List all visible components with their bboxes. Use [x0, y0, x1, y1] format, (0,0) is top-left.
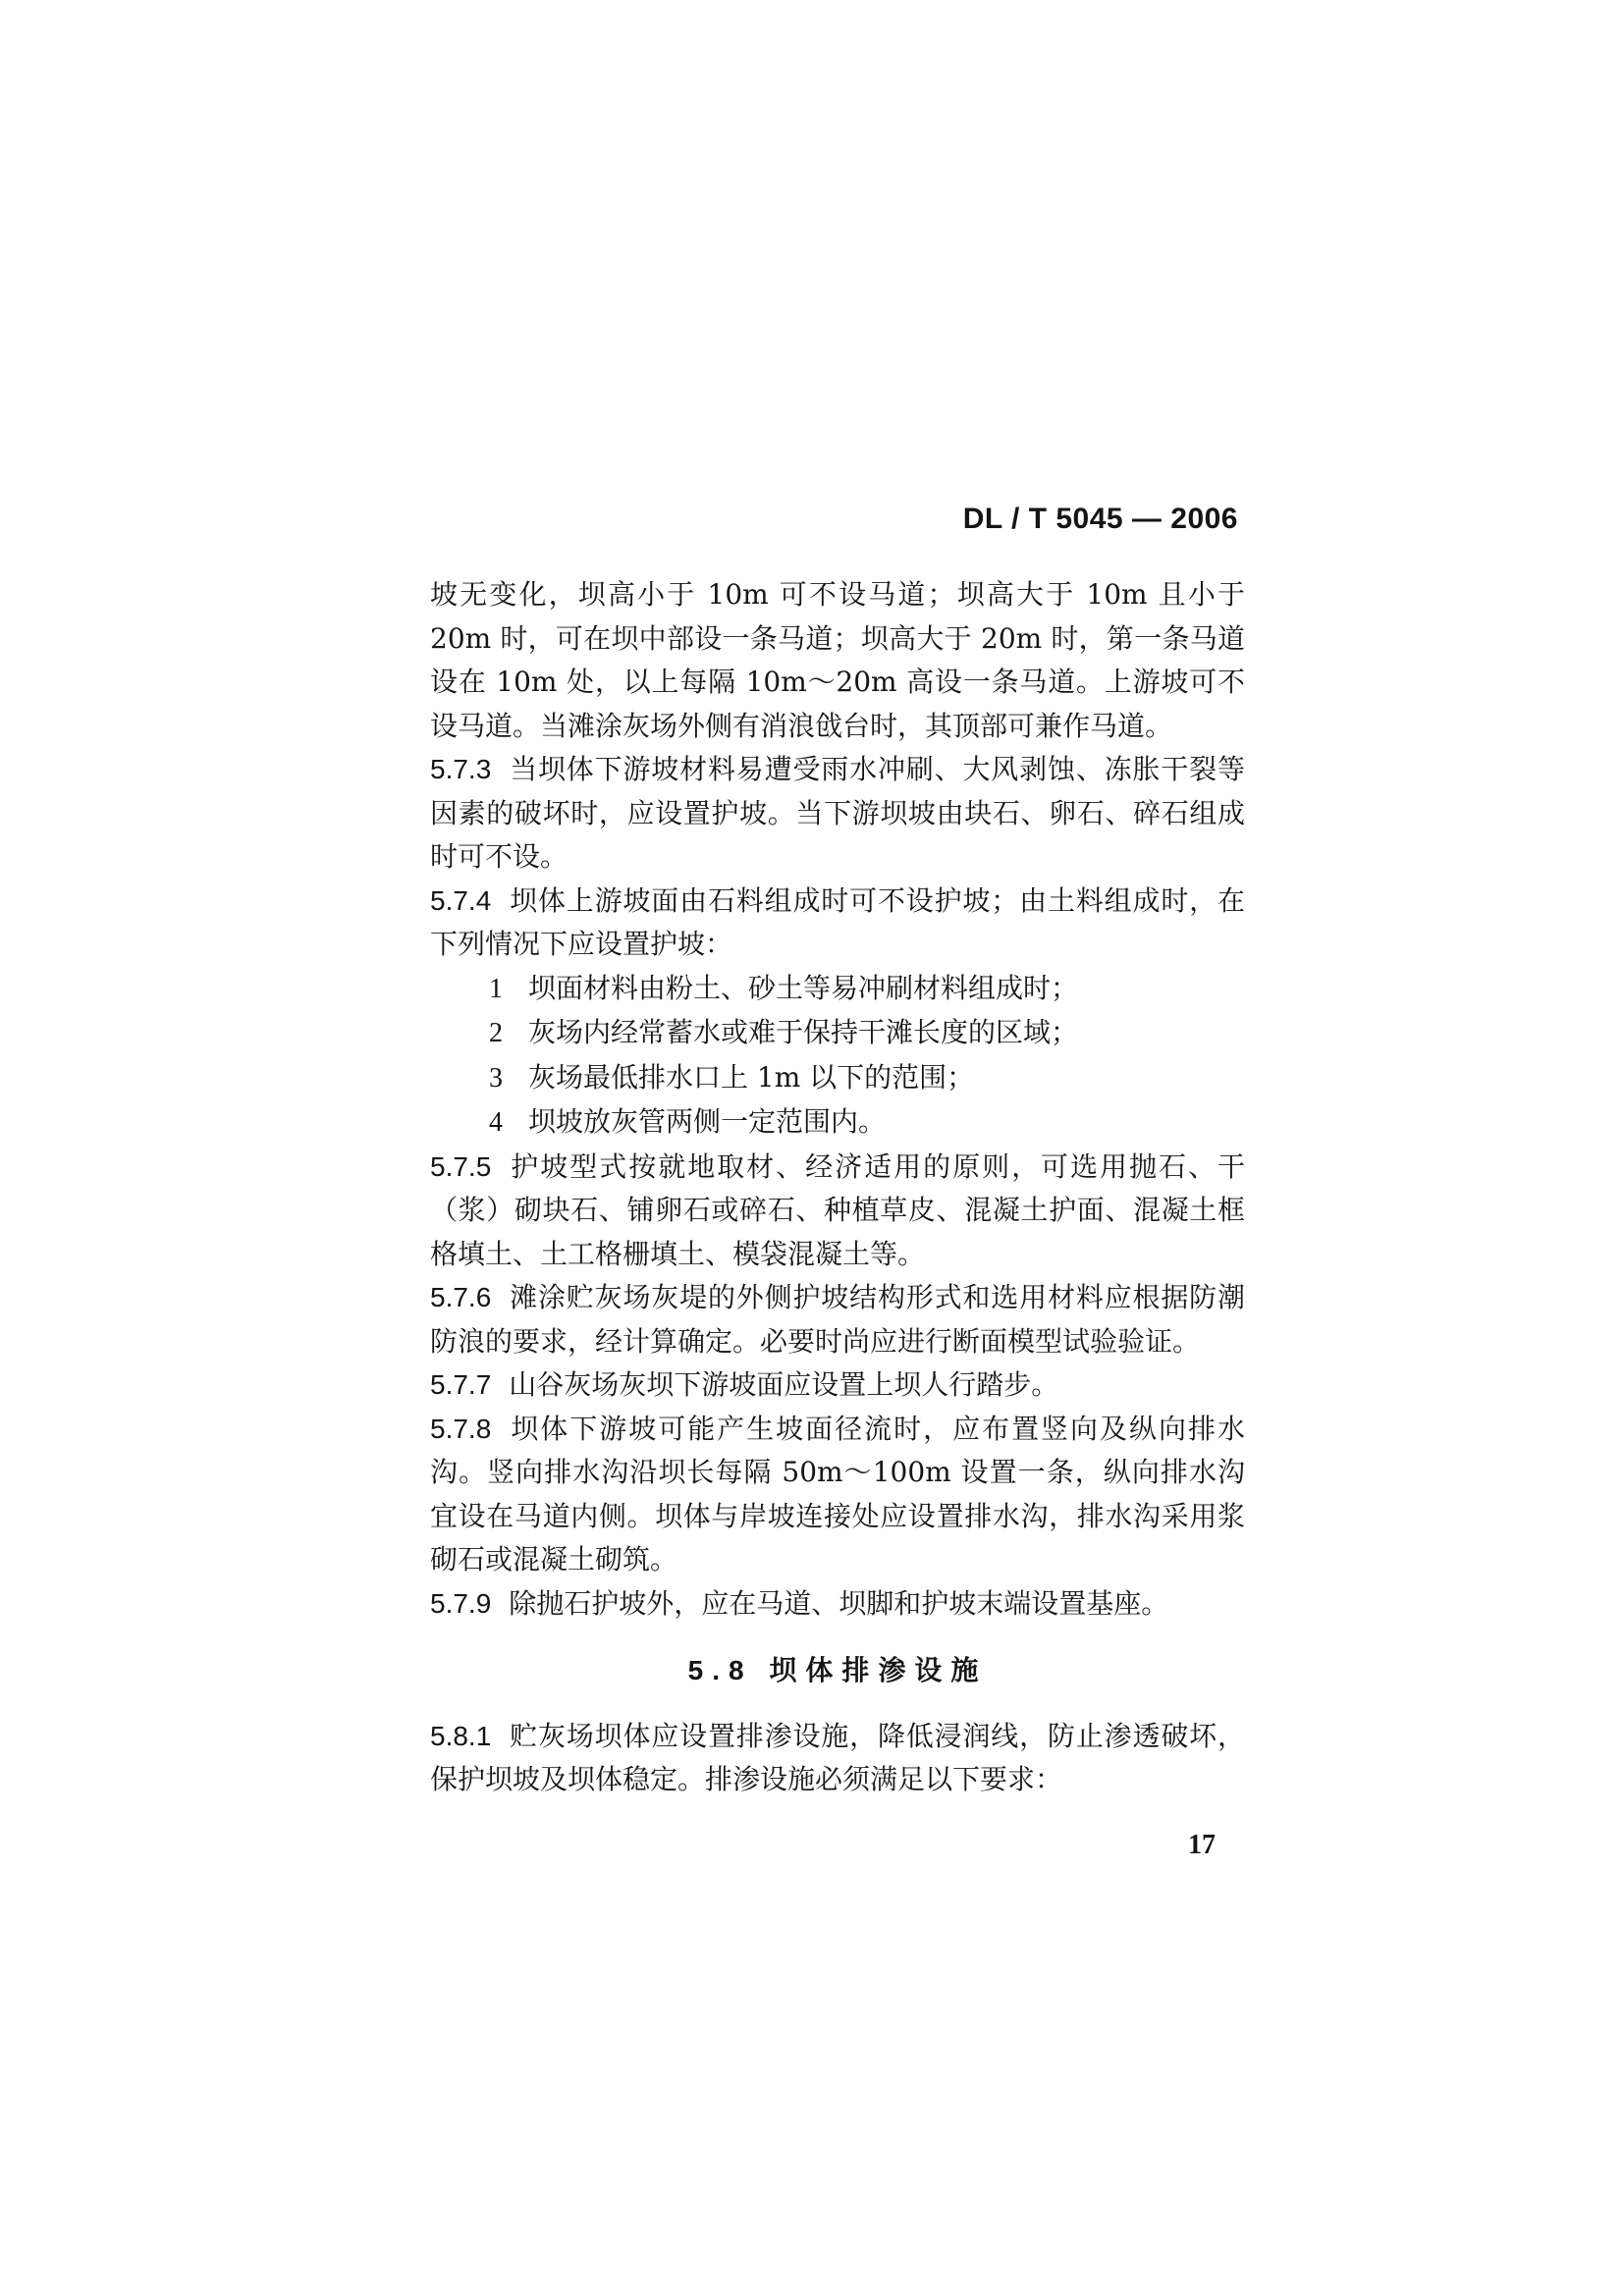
clause-5-7-7	[430, 1363, 1245, 1408]
list-item-text: 灰场最低排水口上 1m 以下的范围；	[528, 1060, 975, 1094]
list-item-1	[430, 967, 1245, 1012]
body-text	[430, 573, 1245, 1802]
clause-5-7-5	[430, 1146, 1245, 1277]
standard-code-header: DL / T 5045 — 2006	[962, 503, 1238, 535]
list-item-2	[430, 1011, 1245, 1056]
list-item-text: 灰场内经常蓄水或难于保持干滩长度的区域；	[528, 1016, 1079, 1048]
clause-5-7-8	[430, 1408, 1245, 1582]
list-item-4	[430, 1100, 1245, 1146]
clause-5-8-1	[430, 1715, 1245, 1802]
section-title: 5.8 坝体排渗设施	[687, 1655, 988, 1685]
clause-number: 5.8.1	[430, 1720, 492, 1751]
clause-number: 5.7.3	[430, 754, 492, 784]
clause-5-7-4	[430, 880, 1245, 967]
list-item-number: 3	[489, 1062, 503, 1094]
clause-text: 滩涂贮灰场灰堤的外侧护坡结构形式和选用材料应根据防潮防浪的要求，经计算确定。必要时尚应进行断面模型试验验证。	[430, 1281, 1245, 1358]
list-item-3	[430, 1056, 1245, 1101]
clause-text: 贮灰场坝体应设置排渗设施，降低浸润线，防止渗透破坏，保护坝坡及坝体稳定。排渗设施必须满足以下要求：	[430, 1719, 1245, 1795]
clause-text: 当坝体下游坡材料易遭受雨水冲刷、大风剥蚀、冻胀干裂等因素的破坏时，应设置护坡。当下游坝坡由块石、卵石、碎石组成时可不设。	[430, 753, 1245, 873]
clause-5-7-9	[430, 1582, 1245, 1627]
clause-5-7-3	[430, 748, 1245, 880]
list-item-text: 坝坡放灰管两侧一定范围内。	[528, 1105, 887, 1138]
clause-number: 5.7.8	[430, 1413, 492, 1444]
list-item-number: 4	[489, 1107, 503, 1138]
clause-number: 5.7.6	[430, 1282, 492, 1312]
page-number: 17	[1188, 1830, 1216, 1860]
clause-text: 护坡型式按就地取材、经济适用的原则，可选用抛石、干（浆）砌块石、铺卵石或碎石、种植草皮、混凝土护面、混凝土框格填土、土工格栅填土、模袋混凝土等。	[430, 1149, 1245, 1270]
clause-text: 坝体下游坡可能产生坡面径流时，应布置竖向及纵向排水沟。竖向排水沟沿坝长每隔 50m～100m 设置一条，纵向排水沟宜设在马道内侧。坝体与岸坡连接处应设置排水沟，排水沟采用浆砌石或混凝土砌筑。	[430, 1412, 1245, 1575]
continuation-paragraph: 坡无变化，坝高小于 10m 可不设马道；坝高大于 10m 且小于 20m 时，可在坝中部设一条马道；坝高大于 20m 时，第一条马道设在 10m 处，以上每隔 10m～20m 高设一条马道。上游坡可不设马道。当滩涂灰场外侧有消浪戗台时，其顶部可兼作马道。	[430, 578, 1245, 742]
clause-number: 5.7.5	[430, 1150, 492, 1182]
clause-text: 坝体上游坡面由石料组成时可不设护坡；由土料组成时，在下列情况下应设置护坡：	[430, 883, 1245, 960]
clause-number: 5.7.7	[430, 1369, 492, 1400]
clause-number: 5.7.4	[430, 884, 492, 916]
list-item-text: 坝面材料由粉土、砂土等易冲刷材料组成时；	[528, 971, 1079, 1004]
list-item-number: 2	[489, 1018, 503, 1048]
clause-text: 山谷灰场灰坝下游坡面应设置上坝人行踏步。	[509, 1368, 1059, 1401]
clause-text: 除抛石护坡外，应在马道、坝脚和护坡末端设置基座。	[509, 1586, 1169, 1620]
clause-number: 5.7.9	[430, 1587, 492, 1619]
clause-5-7-6	[430, 1276, 1245, 1363]
list-item-number: 1	[489, 973, 503, 1004]
